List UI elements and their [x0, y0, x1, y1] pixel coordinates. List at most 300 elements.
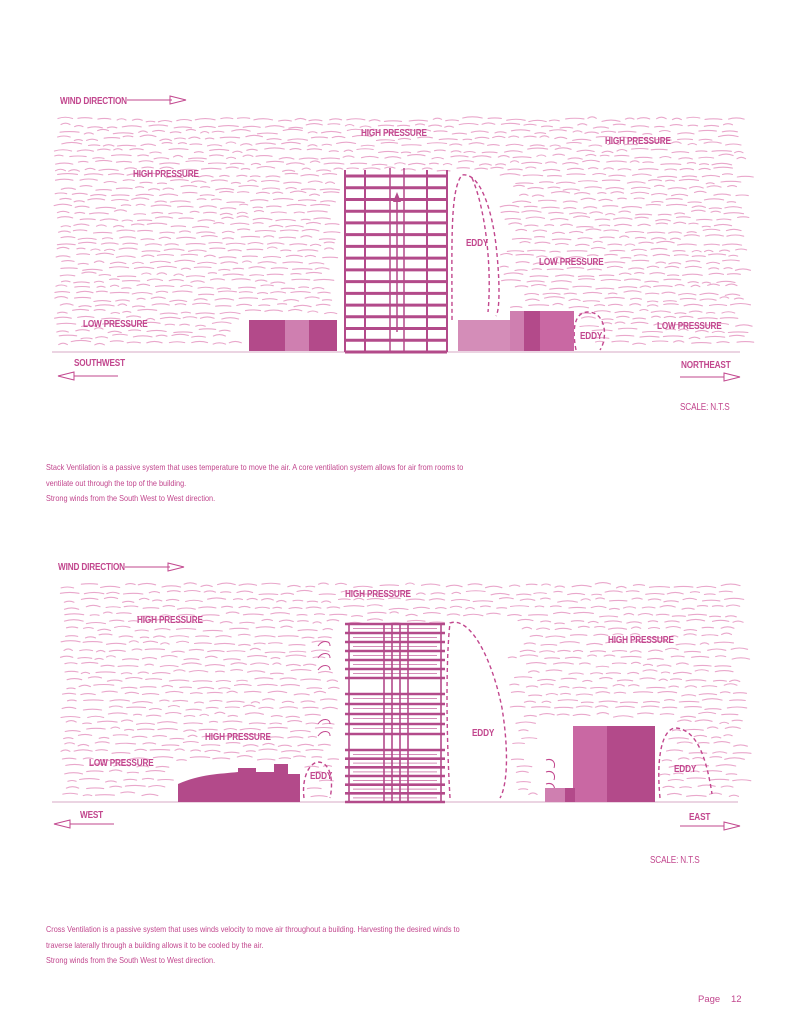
wind-stroke	[642, 607, 655, 608]
wind-stroke	[184, 723, 202, 724]
wind-stroke	[184, 583, 196, 584]
wind-stroke	[206, 656, 218, 657]
wind-stroke	[247, 149, 257, 150]
wind-stroke	[459, 124, 478, 125]
wind-stroke	[83, 269, 103, 270]
wind-stroke	[177, 237, 196, 238]
wind-stroke	[684, 235, 699, 236]
wind-stroke	[84, 174, 102, 175]
wind-stroke	[612, 663, 626, 664]
wind-stroke	[621, 656, 641, 657]
wind-stroke	[258, 759, 275, 760]
wind-stroke	[607, 161, 627, 162]
wind-stroke	[608, 244, 622, 245]
wind-stroke	[429, 125, 442, 126]
wind-stroke	[133, 702, 153, 703]
wind-stroke	[712, 151, 731, 152]
wind-stroke	[650, 273, 665, 274]
wind-stroke	[570, 213, 587, 214]
wind-stroke	[451, 156, 468, 157]
wind-stroke	[672, 118, 681, 119]
wind-stroke	[648, 658, 664, 659]
wind-stroke	[124, 606, 138, 607]
wind-stroke	[95, 305, 114, 306]
wind-stroke	[158, 121, 171, 122]
wind-stroke	[463, 117, 483, 118]
wind-stroke	[73, 230, 86, 231]
wind-stroke	[705, 119, 722, 120]
wind-stroke	[270, 723, 281, 724]
wind-stroke	[516, 229, 527, 230]
wind-stroke	[124, 779, 137, 780]
wind-stroke	[74, 282, 90, 283]
wind-stroke	[249, 723, 265, 724]
wind-stroke	[541, 598, 551, 599]
wind-stroke	[259, 707, 273, 708]
wind-stroke	[664, 316, 675, 317]
wind-stroke	[736, 325, 752, 326]
wind-stroke	[316, 304, 330, 305]
wind-stroke	[127, 316, 141, 317]
wind-stroke	[164, 249, 184, 250]
wind-stroke	[71, 340, 90, 341]
wind-stroke	[318, 637, 331, 638]
wind-stroke	[114, 149, 122, 150]
wind-stroke	[288, 585, 300, 586]
wind-stroke	[200, 195, 214, 196]
wind-stroke	[250, 648, 260, 649]
wind-stroke	[94, 301, 111, 302]
wind-stroke	[228, 250, 241, 251]
wind-stroke	[546, 694, 557, 695]
wind-stroke	[320, 189, 339, 190]
wind-stroke	[658, 692, 677, 693]
wind-stroke	[216, 671, 225, 672]
wind-stroke	[212, 199, 222, 200]
wind-stroke	[519, 789, 528, 790]
wind-stroke	[721, 584, 740, 586]
wind-stroke	[633, 174, 652, 175]
wind-stroke	[57, 312, 67, 313]
wind-stroke	[292, 279, 310, 280]
wind-stroke	[227, 701, 244, 702]
wind-stroke	[70, 156, 86, 157]
wind-stroke	[271, 673, 284, 674]
wind-stroke	[162, 143, 172, 144]
wind-stroke	[251, 163, 260, 164]
wind-stroke	[219, 330, 230, 331]
wind-stroke	[714, 167, 733, 168]
wind-stroke	[121, 205, 130, 206]
wind-stroke	[321, 699, 337, 700]
wind-stroke	[149, 592, 159, 593]
wind-stroke	[263, 743, 274, 744]
wind-stroke	[666, 627, 680, 628]
wind-stroke	[640, 310, 648, 311]
wind-stroke	[160, 163, 180, 164]
wind-stroke	[626, 591, 639, 592]
wind-stroke	[707, 186, 721, 187]
wind-stroke	[609, 175, 625, 176]
wind-stroke	[90, 213, 109, 214]
wind-stroke	[158, 729, 177, 730]
wind-stroke	[116, 188, 132, 189]
wind-stroke	[507, 119, 526, 120]
wind-stroke	[317, 170, 331, 171]
wind-stroke	[368, 619, 383, 620]
wind-stroke	[652, 238, 666, 240]
wind-stroke	[241, 144, 252, 146]
wind-stroke	[97, 650, 105, 651]
wind-stroke	[685, 707, 702, 708]
wind-stroke	[149, 125, 168, 126]
wind-stroke	[291, 670, 311, 671]
wind-stroke	[571, 635, 587, 636]
wind-stroke	[705, 250, 713, 251]
wind-stroke	[595, 627, 605, 628]
wind-stroke	[173, 291, 192, 292]
wind-stroke	[208, 273, 216, 274]
wind-stroke	[281, 288, 294, 289]
wind-stroke	[104, 182, 116, 183]
wind-stroke	[215, 643, 235, 644]
wind-stroke	[466, 591, 485, 592]
wind-stroke	[632, 149, 648, 150]
wind-stroke	[512, 238, 531, 239]
wind-stroke	[219, 257, 236, 258]
page-number: 12	[731, 994, 742, 1005]
wind-stroke	[142, 778, 153, 779]
wind-stroke	[323, 629, 333, 630]
wind-stroke	[68, 781, 76, 782]
wind-stroke	[513, 157, 531, 158]
wind-stroke	[186, 129, 195, 130]
wind-stroke	[721, 786, 733, 787]
wind-stroke	[684, 304, 702, 305]
wind-stroke	[703, 771, 721, 772]
wind-stroke	[596, 598, 605, 599]
wind-stroke	[140, 182, 152, 183]
wind-stroke	[559, 687, 569, 688]
wind-stroke	[170, 300, 187, 301]
wind-stroke	[103, 145, 114, 146]
wind-stroke	[642, 706, 659, 707]
wind-stroke	[123, 311, 131, 312]
wind-stroke	[716, 765, 736, 766]
wind-stroke	[603, 206, 618, 207]
wind-stroke	[181, 254, 197, 255]
wind-stroke	[88, 677, 101, 678]
wind-stroke	[130, 149, 143, 150]
wind-stroke	[114, 226, 124, 227]
wind-stroke	[237, 304, 252, 305]
wind-stroke	[638, 713, 654, 714]
wind-stroke	[279, 758, 290, 759]
wind-stroke	[664, 301, 677, 302]
wind-stroke	[216, 306, 231, 307]
wind-stroke	[615, 224, 632, 225]
wind-stroke	[633, 318, 646, 319]
wind-stroke	[156, 291, 167, 292]
wind-stroke	[635, 157, 652, 158]
wind-stroke	[180, 324, 190, 325]
wind-stroke	[605, 591, 622, 592]
wind-stroke	[192, 341, 208, 342]
wind-stroke	[686, 680, 706, 681]
wind-stroke	[124, 593, 143, 594]
wind-stroke	[501, 254, 513, 255]
wind-stroke	[594, 634, 608, 635]
wind-stroke	[224, 752, 239, 753]
wind-stroke	[132, 119, 142, 120]
wind-stroke	[136, 187, 144, 188]
wind-stroke	[610, 600, 627, 601]
wind-stroke	[578, 626, 589, 627]
wind-stroke	[81, 694, 96, 695]
wind-stroke	[293, 600, 303, 601]
wind-stroke	[110, 341, 123, 342]
wind-stroke	[55, 292, 70, 293]
wind-stroke	[80, 186, 92, 187]
wind-stroke	[117, 230, 135, 231]
wind-stroke	[259, 594, 278, 595]
wind-stroke	[219, 688, 230, 689]
wind-stroke	[395, 163, 405, 164]
wind-stroke	[280, 230, 298, 231]
wind-stroke	[78, 118, 92, 119]
wind-stroke	[110, 262, 126, 263]
wind-stroke	[434, 131, 447, 132]
wind-stroke	[281, 626, 292, 627]
wind-stroke	[63, 693, 76, 694]
wind-stroke	[408, 155, 425, 156]
wind-stroke	[165, 244, 178, 245]
wind-stroke	[265, 310, 283, 311]
wind-stroke	[524, 206, 537, 207]
wind-stroke	[711, 211, 720, 212]
wind-stroke	[445, 126, 454, 127]
wind-stroke	[543, 293, 560, 294]
wind-stroke	[651, 311, 670, 312]
wind-stroke	[573, 286, 591, 287]
wind-stroke	[633, 343, 646, 344]
wind-stroke	[713, 620, 729, 621]
wind-stroke	[172, 651, 185, 652]
wind-stroke	[527, 281, 544, 282]
wind-stroke	[664, 279, 681, 280]
wind-stroke	[635, 217, 648, 218]
wind-stroke	[267, 161, 284, 162]
wind-stroke	[674, 222, 686, 223]
wind-stroke	[170, 636, 189, 637]
wind-stroke	[186, 276, 204, 277]
wind-stroke	[75, 126, 83, 127]
wind-stroke	[351, 163, 367, 164]
wind-stroke	[637, 118, 649, 119]
wind-stroke	[198, 262, 217, 263]
wind-stroke	[597, 713, 609, 714]
wind-stroke	[720, 318, 738, 319]
low-building-left	[249, 320, 337, 351]
wind-stroke	[588, 621, 598, 622]
wind-stroke	[564, 293, 576, 294]
wind-stroke	[226, 243, 245, 244]
wind-stroke	[430, 622, 445, 623]
wind-stroke	[151, 205, 171, 206]
wind-stroke	[256, 143, 275, 144]
wind-stroke	[96, 291, 107, 292]
wind-stroke	[398, 125, 410, 126]
wind-stroke	[297, 615, 307, 616]
wind-stroke	[682, 608, 694, 609]
wind-stroke	[702, 226, 710, 227]
wind-stroke	[205, 138, 213, 139]
wind-stroke	[215, 712, 225, 713]
wind-stroke	[719, 591, 732, 592]
wind-stroke	[577, 150, 594, 151]
wind-stroke	[288, 721, 302, 722]
wind-stroke	[511, 606, 529, 607]
wind-stroke	[723, 244, 742, 245]
wind-stroke	[708, 727, 718, 728]
wind-stroke	[184, 659, 199, 660]
wind-stroke	[345, 125, 353, 126]
wind-stroke	[319, 239, 335, 240]
wind-stroke	[324, 192, 339, 193]
wind-stroke	[550, 251, 560, 252]
wind-stroke	[703, 600, 720, 601]
wind-stroke	[154, 158, 169, 159]
wind-stroke	[122, 126, 141, 127]
wind-stroke	[161, 643, 170, 644]
wind-stroke	[246, 135, 263, 136]
wind-stroke	[682, 176, 696, 177]
wind-stroke	[625, 118, 634, 119]
wind-stroke	[677, 663, 689, 664]
wind-stroke	[732, 658, 750, 659]
wind-stroke	[237, 175, 247, 176]
wind-stroke	[183, 317, 197, 318]
wind-stroke	[132, 224, 144, 225]
wind-stroke	[307, 788, 321, 789]
wind-stroke	[271, 268, 287, 269]
wind-stroke	[389, 608, 408, 609]
wind-stroke	[135, 749, 146, 750]
wind-stroke	[110, 700, 129, 701]
wind-stroke	[390, 612, 398, 613]
wind-stroke	[214, 223, 224, 224]
eddy-label: EDDY	[466, 238, 489, 249]
wind-stroke	[257, 167, 275, 169]
wind-stroke	[147, 330, 166, 331]
wind-stroke	[698, 318, 717, 319]
wind-stroke	[692, 256, 705, 257]
wind-stroke	[549, 212, 563, 213]
wind-stroke	[199, 329, 216, 330]
wind-stroke	[535, 242, 550, 243]
wind-stroke	[121, 687, 136, 688]
wind-stroke	[238, 192, 249, 193]
wind-stroke	[682, 695, 696, 696]
wind-stroke	[725, 598, 744, 599]
wind-stroke	[698, 743, 709, 744]
wind-stroke	[88, 716, 104, 717]
wind-stroke	[118, 276, 136, 277]
wind-stroke	[569, 673, 583, 674]
wind-stroke	[257, 133, 277, 134]
wind-stroke	[418, 151, 431, 152]
wind-stroke	[175, 138, 186, 139]
wind-stroke	[718, 135, 738, 136]
wind-stroke	[321, 201, 336, 202]
wind-stroke	[310, 161, 319, 162]
wind-stroke	[149, 709, 161, 710]
wind-stroke	[139, 598, 149, 599]
wind-stroke	[284, 300, 299, 301]
wind-stroke	[517, 782, 531, 783]
wind-stroke	[125, 729, 134, 730]
wind-stroke	[168, 706, 179, 707]
wind-stroke	[153, 130, 165, 131]
wind-stroke	[551, 219, 568, 220]
wind-stroke	[570, 231, 583, 232]
wind-stroke	[224, 729, 236, 730]
wind-stroke	[581, 702, 593, 703]
wind-stroke	[328, 759, 339, 760]
wind-stroke	[219, 126, 239, 127]
wind-stroke	[113, 735, 128, 736]
wind-stroke	[186, 709, 201, 710]
wind-stroke	[294, 212, 304, 213]
wind-stroke	[323, 257, 338, 258]
wind-stroke	[619, 211, 631, 212]
wind-stroke	[191, 181, 206, 182]
wind-stroke	[278, 745, 291, 746]
wind-stroke	[160, 666, 178, 667]
wind-stroke	[609, 628, 627, 629]
wind-stroke	[647, 266, 658, 267]
wind-stroke	[668, 188, 686, 189]
wind-stroke	[548, 187, 560, 188]
wind-stroke	[500, 174, 520, 175]
wind-stroke	[520, 655, 537, 656]
wind-stroke	[659, 679, 667, 681]
wind-stroke	[323, 765, 331, 766]
wind-stroke	[60, 132, 79, 133]
wind-stroke	[598, 193, 606, 194]
wind-stroke	[555, 137, 567, 138]
wind-stroke	[712, 737, 721, 738]
wind-stroke	[614, 716, 634, 717]
wind-stroke	[632, 627, 641, 628]
wind-stroke	[713, 752, 727, 753]
wind-stroke	[649, 628, 660, 629]
wind-stroke	[639, 242, 653, 243]
wind-stroke	[234, 599, 243, 600]
wind-stroke	[594, 241, 603, 242]
wind-stroke	[628, 672, 639, 673]
wind-stroke	[65, 743, 75, 744]
wind-stroke	[545, 658, 560, 659]
wind-stroke	[688, 202, 701, 203]
wind-stroke	[580, 326, 598, 327]
wind-stroke	[282, 751, 301, 752]
high-pressure-label: HIGH PRESSURE	[345, 589, 411, 600]
wind-stroke	[231, 670, 243, 671]
wind-stroke	[114, 210, 126, 211]
wind-stroke	[221, 118, 233, 119]
wind-stroke	[516, 722, 535, 723]
